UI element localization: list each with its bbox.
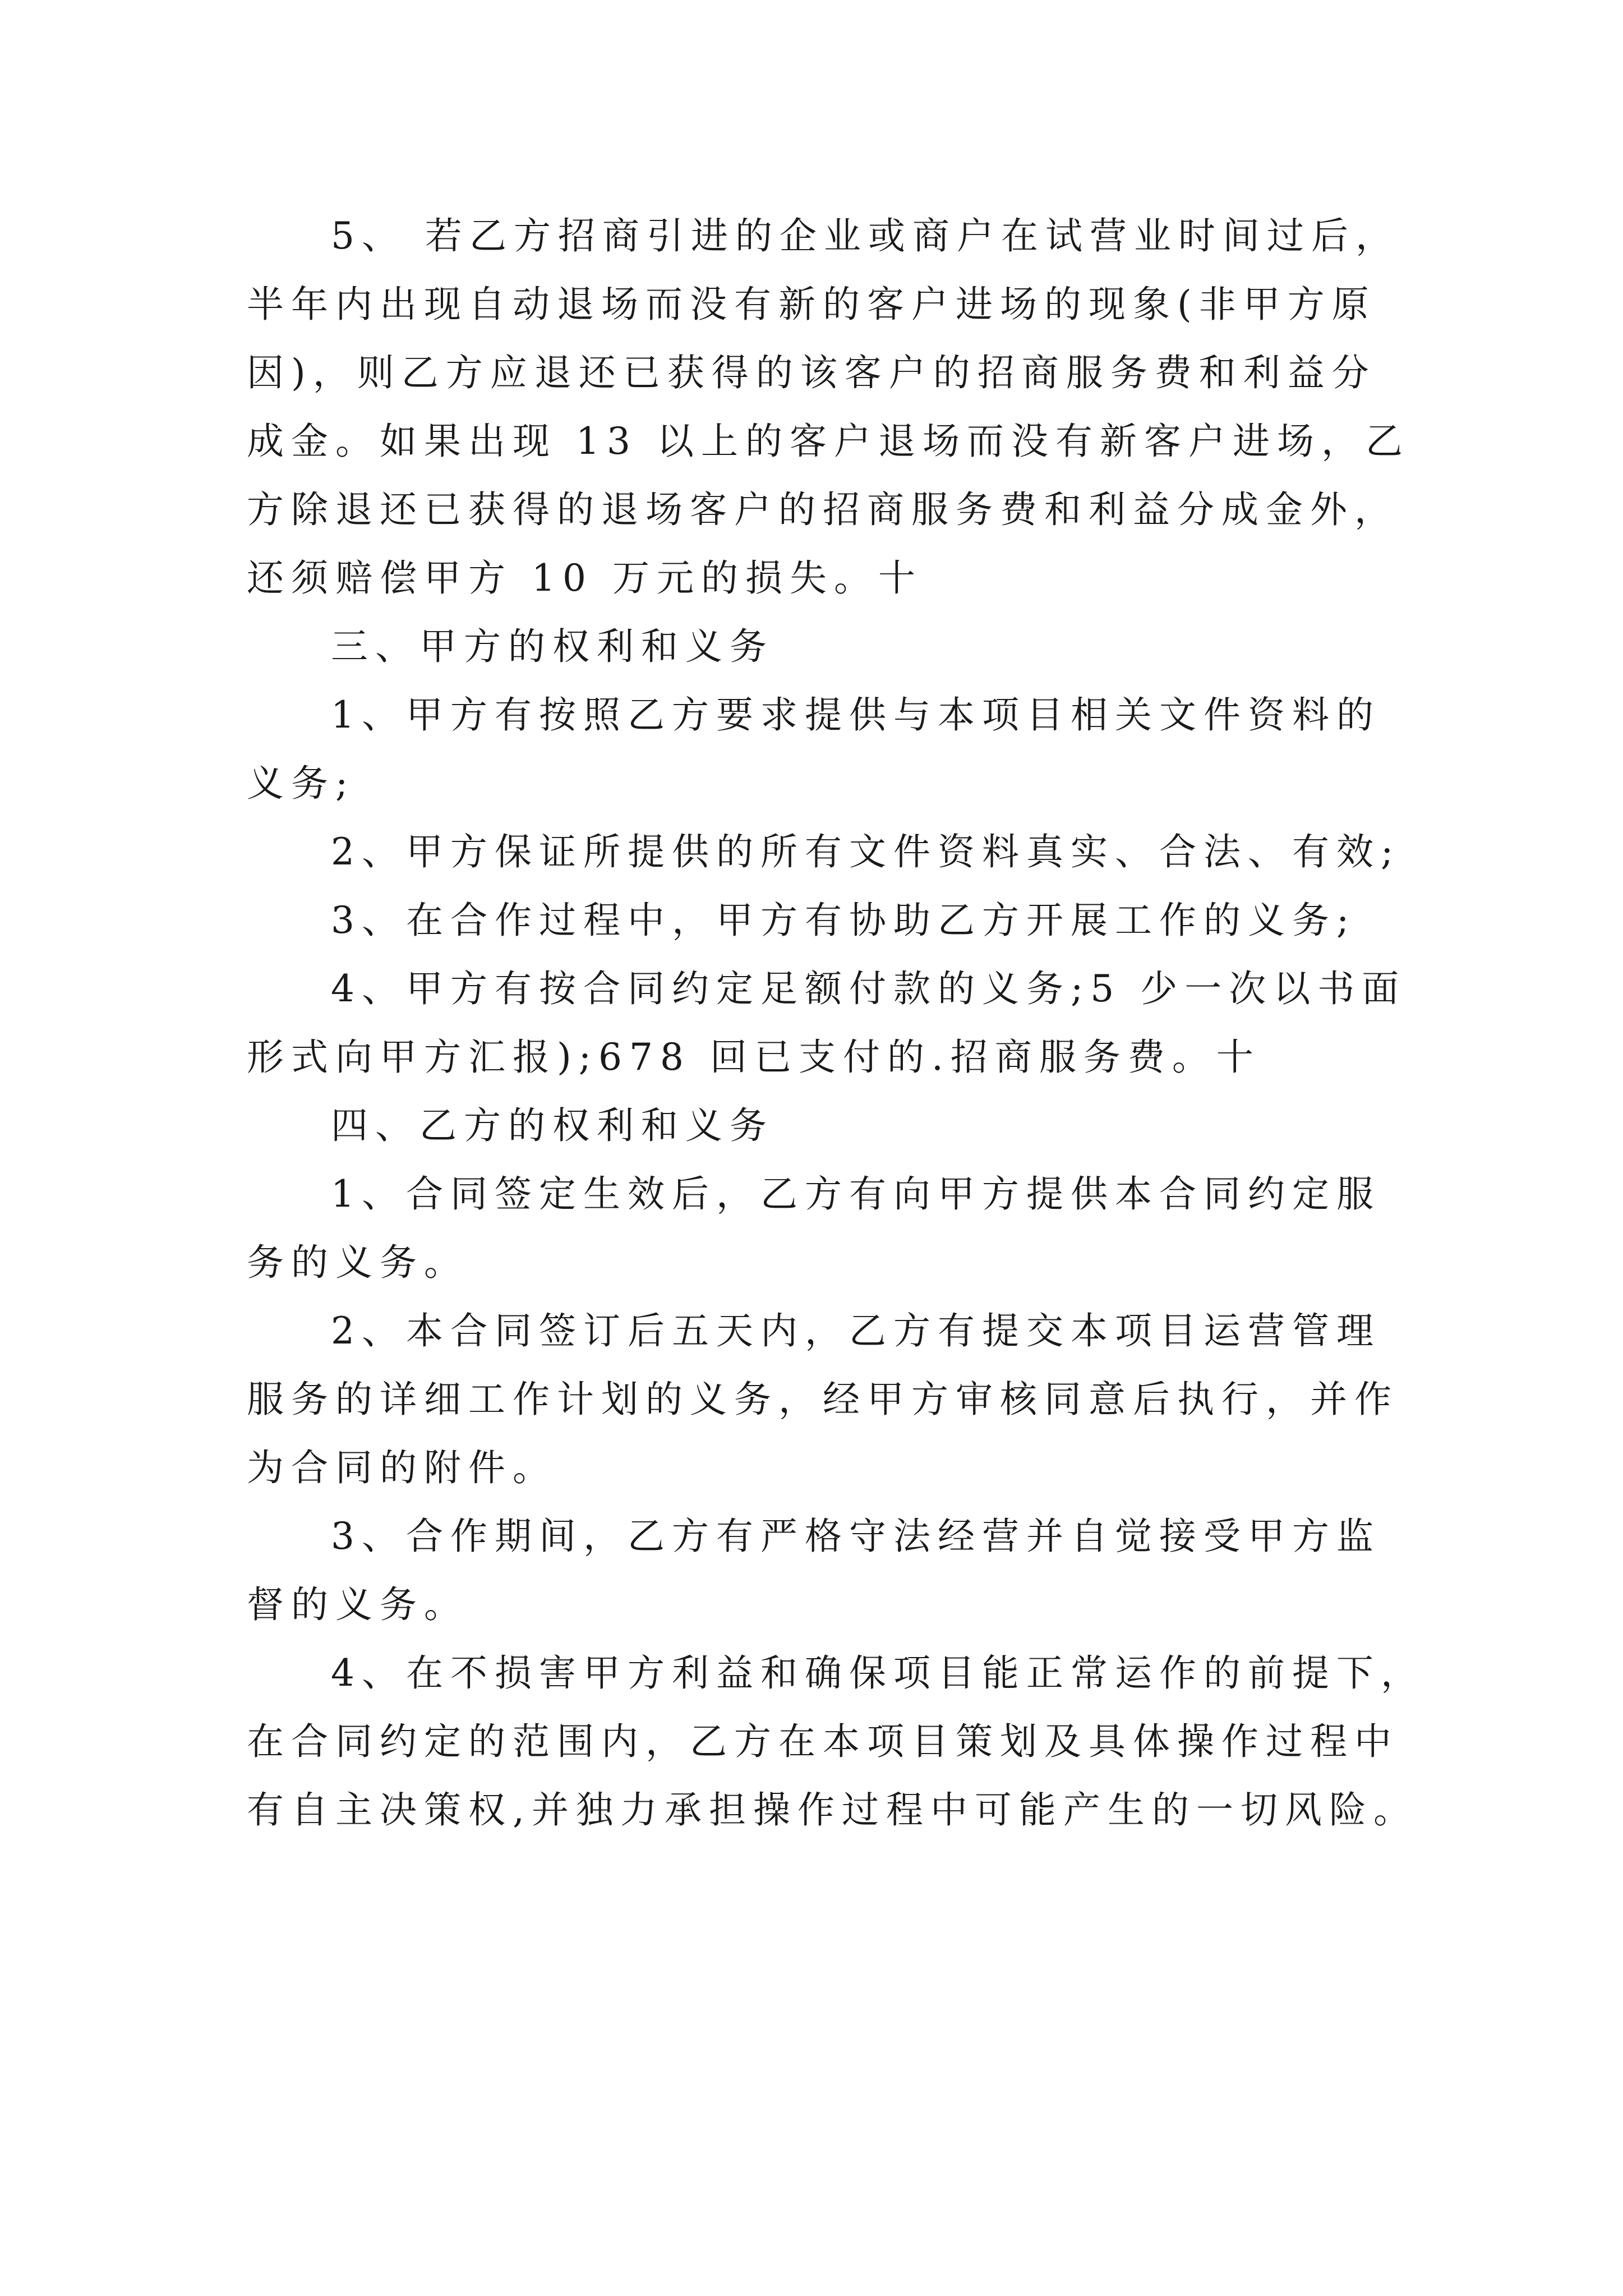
text-line: 因)，则乙方应退还已获得的该客户的招商服务费和利益分 bbox=[247, 351, 1376, 394]
document-body bbox=[247, 202, 1425, 1844]
text-line: 有自主决策权,并独力承担操作过程中可能产生的一切风险。 bbox=[247, 1788, 1418, 1832]
paragraph-party-a-2 bbox=[247, 818, 1401, 886]
text-line: 5、 若乙方招商引进的企业或商户在试营业时间过后， bbox=[331, 214, 1400, 257]
text-line: 1、合同签定生效后，乙方有向甲方提供本合同约定服 bbox=[331, 1172, 1381, 1216]
text-line: 在合同约定的范围内，乙方在本项目策划及具体操作过程中 bbox=[247, 1720, 1399, 1763]
text-line: 方除退还已获得的退场客户的招商服务费和利益分成金外， bbox=[247, 488, 1399, 531]
paragraph-party-b-3 bbox=[247, 1502, 1385, 1639]
text-line: 服务的详细工作计划的义务，经甲方审核同意后执行，并作 bbox=[247, 1378, 1399, 1421]
text-line: 为合同的附件。 bbox=[247, 1446, 557, 1489]
text-line: 还须赔偿甲方 10 万元的损失。十 bbox=[247, 556, 923, 600]
text-line: 3、在合作过程中，甲方有协助乙方开展工作的义务; bbox=[331, 899, 1357, 942]
text-line: 形式向甲方汇报);678 回已支付的.招商服务费。十 bbox=[247, 1036, 1261, 1079]
text-line: 成金。如果出现 13 以上的客户退场而没有新客户进场，乙 bbox=[247, 420, 1410, 463]
text-line: 三、甲方的权利和义务 bbox=[331, 625, 774, 668]
text-line: 务的义务。 bbox=[247, 1241, 468, 1284]
text-line: 四、乙方的权利和义务 bbox=[331, 1104, 774, 1147]
text-line: 4、甲方有按合同约定足额付款的义务;5 少一次以书面 bbox=[331, 967, 1407, 1010]
paragraph-party-a-1 bbox=[247, 681, 1385, 818]
paragraph-section-3-heading bbox=[247, 613, 1385, 681]
paragraph-party-b-2 bbox=[247, 1297, 1399, 1502]
paragraph-clause-5-refund bbox=[247, 202, 1410, 613]
text-line: 督的义务。 bbox=[247, 1583, 468, 1626]
paragraph-party-a-3 bbox=[247, 886, 1385, 955]
paragraph-party-b-1 bbox=[247, 1160, 1385, 1297]
text-line: 半年内出现自动退场而没有新的客户进场的现象(非甲方原 bbox=[247, 283, 1376, 326]
text-line: 1、甲方有按照乙方要求提供与本项目相关文件资料的 bbox=[331, 693, 1381, 737]
text-line: 2、本合同签订后五天内，乙方有提交本项目运营管理 bbox=[331, 1309, 1381, 1352]
text-line: 2、甲方保证所提供的所有文件资料真实、合法、有效; bbox=[331, 830, 1401, 873]
paragraph-party-b-4 bbox=[247, 1639, 1425, 1844]
text-line: 3、合作期间，乙方有严格守法经营并自觉接受甲方监 bbox=[331, 1515, 1381, 1558]
text-line: 4、在不损害甲方利益和确保项目能正常运作的前提下， bbox=[331, 1651, 1425, 1695]
paragraph-party-a-4 bbox=[247, 955, 1407, 1092]
paragraph-section-4-heading bbox=[247, 1092, 1385, 1160]
text-line: 义务; bbox=[247, 762, 356, 805]
